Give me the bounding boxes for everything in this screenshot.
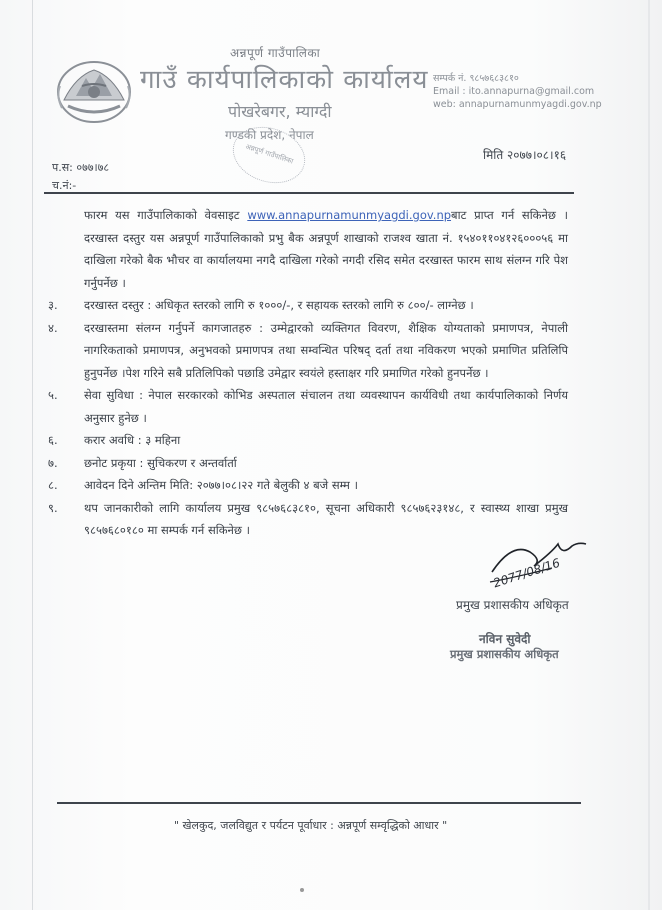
list-item-text: छनोट प्रकृया : सुचिकरण र अन्तर्वार्ता bbox=[84, 455, 237, 470]
officer-name-stamp: नविन सुवेदी bbox=[479, 632, 531, 646]
list-item-text: आवेदन दिने अन्तिम मिति: २०७७।०८।२२ गते बेलुकी ४ बजे सम्म । bbox=[84, 478, 358, 492]
org-subtitle: अन्नपूर्ण गाउँपालिका bbox=[230, 46, 321, 60]
list-item bbox=[44, 429, 568, 452]
list-item-text: सेवा सुविधा : नेपाल सरकारको कोभिड अस्पताल संचालन तथा व्यवस्थापन कार्यविधी तथा कार्यपालिकाको निर्णय अनुसार हुनेछ । bbox=[84, 388, 568, 425]
officer-post-stamp: प्रमुख प्रशासकीय अधिकृत bbox=[450, 647, 559, 661]
contact-phone: सम्पर्क नं. ९८५७६८३८१० bbox=[433, 73, 519, 84]
footer-divider bbox=[57, 802, 581, 804]
list-item-text: करार अवधि : ३ महिना bbox=[84, 433, 181, 447]
paragraph-form-fee bbox=[84, 204, 568, 294]
list-item-number: ६. bbox=[48, 433, 58, 447]
website-link[interactable]: www.annapurnamunmyagdi.gov.np bbox=[247, 208, 452, 222]
office-stamp: अन्नपूर्ण गाउँपालिका bbox=[225, 118, 312, 192]
contact-block bbox=[433, 72, 602, 111]
list-item-number: ४. bbox=[48, 320, 58, 335]
list-item-number: ९. bbox=[48, 500, 58, 515]
notice-body bbox=[48, 204, 569, 542]
signature-date: 2077/08/16 bbox=[491, 555, 562, 591]
list-item-number: ५. bbox=[48, 388, 58, 402]
letter-number: प.स: ०७७।७८ bbox=[52, 161, 110, 174]
contact-website: web: annapurnamunmyagdi.gov.np bbox=[433, 99, 602, 110]
nepal-emblem-logo bbox=[54, 56, 134, 126]
list-item-number: ७. bbox=[48, 455, 58, 470]
list-item bbox=[44, 452, 568, 475]
letter-date: मिति २०७७।०८।१६ bbox=[483, 148, 567, 162]
header-divider bbox=[44, 192, 574, 194]
list-item-number: ३. bbox=[48, 298, 58, 312]
org-location: पोखरेबगर, म्याग्दी bbox=[228, 102, 332, 121]
footer-motto: " खेलकुद, जलविद्युत र पर्यटन पूर्वाधार : अन्नपूर्ण सम्वृद्धिको आधार " bbox=[174, 819, 448, 832]
contact-email: Email : ito.annapurna@gmail.com bbox=[433, 86, 595, 97]
list-item-number: ८. bbox=[48, 478, 58, 492]
list-item bbox=[44, 384, 568, 429]
list-item bbox=[44, 294, 568, 317]
para1-text-before-link: फारम यस गाउँपालिकाको वेवसाइट bbox=[84, 208, 240, 222]
list-item bbox=[44, 317, 568, 385]
list-item-text: थप जानकारीको लागि कार्यालय प्रमुख ९८५७६८३८१०, सूचना अधिकारी ९८५७६२३१४८, र स्वास्थ्य शाखा प्रमुख ९८५७६८०१८० मा सम्पर्क गर्न सकिनेछ । bbox=[84, 500, 568, 537]
page-mark bbox=[300, 888, 304, 892]
para1-text-after-link: बाट प्राप्त गर्न सकिनेछ । दरखास्त दस्तुर यस अन्नपूर्ण गाउँपालिकाको प्रभु बैक अन्नपूर्ण शाखाको राजश्व खाता नं. १५४०११०४१२६०००५६ मा दाखिला गरेको बैक भौचर वा कार्यालयमा नगदै दाखिला गरेको नगदी रसिद समेत दरखास्त फारम साथ संलग्न गरि पेश गर्नुपर्नेछ । bbox=[84, 208, 569, 290]
list-item bbox=[44, 474, 568, 497]
signatory-title: प्रमुख प्रशासकीय अधिकृत bbox=[456, 598, 569, 612]
dispatch-number: च.नं:- bbox=[52, 179, 77, 192]
org-province: गण्डकी प्रदेश, नेपाल bbox=[225, 128, 314, 142]
org-title: गाउँ कार्यपालिकाको कार्यालय bbox=[140, 65, 429, 95]
list-item-text: दरखास्तमा संलग्न गर्नुपर्ने कागजातहरु : उम्मेद्वारको व्यक्तिगत विवरण, शैक्षिक योग्यताको प्रमाणपत्र, नेपाली नागरिकताको प्रमाणपत्र, अनुभवको प्रमाणपत्र तथा सम्वन्धित परिषद् दर्ता तथा नविकरण भएको प्रमाणित प्रतिलिपि हुनुपर्नेछ ।पेश गरिने सबै प्रतिलिपिको पछाडि उमेद्वार स्वयंले हस्ताक्षर गरि प्रमाणित गरेको हुनपर्नेछ । bbox=[84, 320, 568, 380]
list-item-text: दरखास्त दस्तुर : अधिकृत स्तरको लागि रु १०००/-, र सहायक स्तरको लागि रु ८००/- लाग्नेछ । bbox=[84, 298, 474, 312]
